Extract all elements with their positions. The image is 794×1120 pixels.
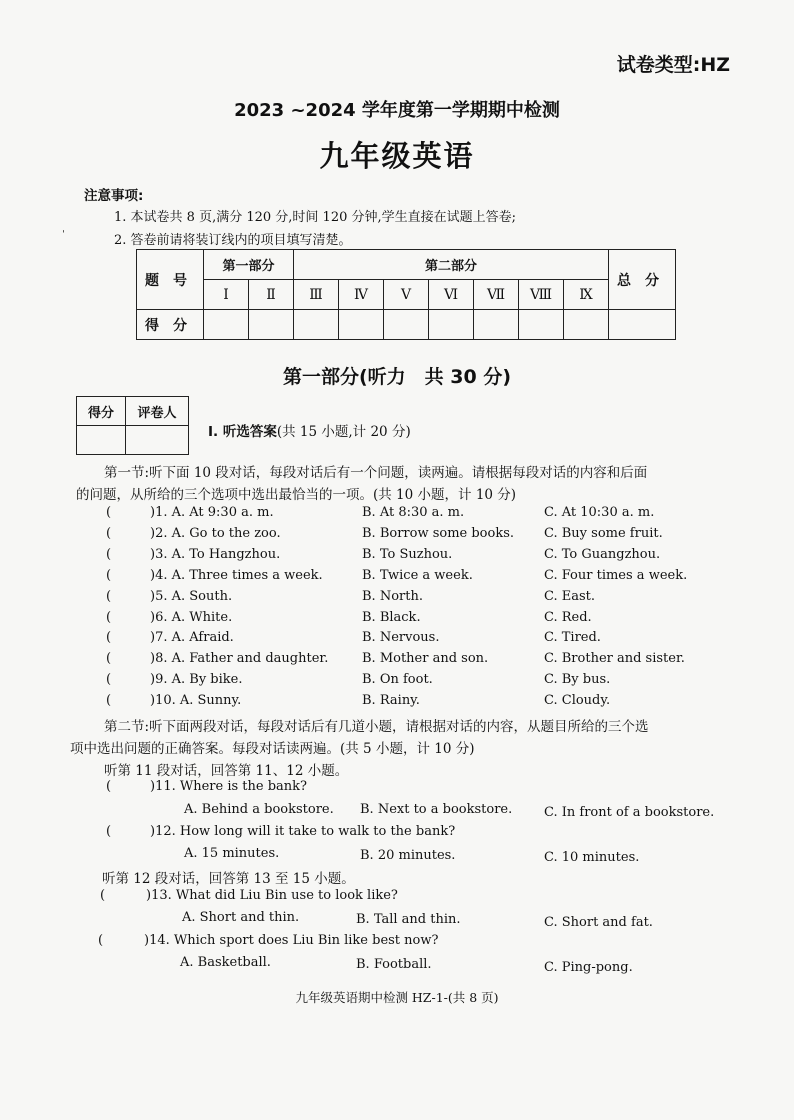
option-b: B. At 8:30 a. m. xyxy=(362,505,465,520)
option-c: C. Four times a week. xyxy=(544,568,688,583)
question-stem: )10. A. Sunny. xyxy=(150,693,242,708)
section2-instruction: 第二节:听下面两段对话，每段对话后有几道小题，请根据对话的内容，从题目所给的三个选 xyxy=(104,719,649,735)
part1-header: 第一部分 xyxy=(204,250,294,280)
option-c: C. To Guangzhou. xyxy=(544,547,661,562)
section-title-main: Ⅰ. 听选答案 xyxy=(208,424,277,440)
option-b: B. To Suzhou. xyxy=(362,547,453,562)
option-c: C. By bus. xyxy=(544,672,611,687)
section1-instruction: 第一节:听下面 10 段对话，每段对话后有一个问题，读两遍。请根据每段对话的内容和后面 xyxy=(104,465,648,481)
section-title-detail: (共 15 小题,计 20 分) xyxy=(276,424,411,440)
question-stem: )3. A. To Hangzhou. xyxy=(150,547,281,562)
option-c: C. Brother and sister. xyxy=(544,651,685,666)
option-a: A. Short and thin. xyxy=(182,910,300,925)
option-c: C. Short and fat. xyxy=(544,915,653,930)
score-cell xyxy=(564,310,609,340)
question-number-label: 题号 xyxy=(137,250,204,310)
option-b: B. Next to a bookstore. xyxy=(360,802,513,817)
option-b: B. Football. xyxy=(356,957,432,972)
total-score-cell xyxy=(609,310,676,340)
option-b: B. Twice a week. xyxy=(362,568,473,583)
total-label: 总分 xyxy=(609,250,676,310)
option-c: C. Buy some fruit. xyxy=(544,526,663,541)
answer-blank[interactable]: ( xyxy=(106,693,140,708)
score-cell xyxy=(474,310,519,340)
option-b: B. Black. xyxy=(362,610,421,625)
grader-score-label: 得分 xyxy=(77,397,126,426)
grader-name-cell xyxy=(126,426,189,455)
answer-blank[interactable]: ( xyxy=(106,547,140,562)
score-cell xyxy=(339,310,384,340)
option-b: B. Rainy. xyxy=(362,693,420,708)
answer-blank[interactable]: ( xyxy=(98,933,132,948)
section-title xyxy=(208,420,411,440)
question-stem: )8. A. Father and daughter. xyxy=(150,651,329,666)
question-stem: )1. A. At 9:30 a. m. xyxy=(150,505,274,520)
question-stem: )2. A. Go to the zoo. xyxy=(150,526,281,541)
option-b: B. Tall and thin. xyxy=(356,912,461,927)
answer-blank[interactable]: ( xyxy=(106,568,140,583)
column-number: Ⅱ xyxy=(249,280,294,310)
notes-heading: 注意事项: xyxy=(84,188,144,204)
section1-instruction: 的问题，从所给的三个选项中选出最恰当的一项。(共 10 小题，计 10 分) xyxy=(76,487,517,503)
exam-subject: 九年级英语 xyxy=(319,139,475,173)
option-a: A. 15 minutes. xyxy=(184,846,280,861)
score-cell xyxy=(249,310,294,340)
exam-title: 2023 ~2024 学年度第一学期期中检测 xyxy=(234,100,560,121)
question-stem: )9. A. By bike. xyxy=(150,672,243,687)
question-stem: )14. Which sport does Liu Bin like best now? xyxy=(144,933,439,948)
question-stem: )6. A. White. xyxy=(150,610,233,625)
option-c: C. 10 minutes. xyxy=(544,850,640,865)
score-cell xyxy=(384,310,429,340)
grader-name-label: 评卷人 xyxy=(126,397,189,426)
option-c: C. In front of a bookstore. xyxy=(544,805,715,820)
score-cell xyxy=(204,310,249,340)
answer-blank[interactable]: ( xyxy=(106,779,140,794)
answer-blank[interactable]: ( xyxy=(106,651,140,666)
question-stem: )4. A. Three times a week. xyxy=(150,568,323,583)
note-item: 2. 答卷前请将装订线内的项目填写清楚。 xyxy=(114,233,352,248)
part1-title: 第一部分(听力 共 30 分) xyxy=(282,366,512,388)
grader-score-cell xyxy=(77,426,126,455)
dialogue-intro: 听第 12 段对话，回答第 13 至 15 小题。 xyxy=(102,871,355,887)
option-c: C. At 10:30 a. m. xyxy=(544,505,655,520)
option-b: B. Mother and son. xyxy=(362,651,489,666)
paper-type-label: 试卷类型:HZ xyxy=(616,54,730,76)
option-b: B. North. xyxy=(362,589,423,604)
question-stem: )11. Where is the bank? xyxy=(150,779,308,794)
option-c: C. Cloudy. xyxy=(544,693,611,708)
column-number: Ⅵ xyxy=(429,280,474,310)
column-number: Ⅴ xyxy=(384,280,429,310)
answer-blank[interactable]: ( xyxy=(106,589,140,604)
section2-instruction: 项中选出问题的正确答案。每段对话读两遍。(共 5 小题，计 10 分) xyxy=(70,741,475,757)
option-a: A. Basketball. xyxy=(180,955,271,970)
answer-blank[interactable]: ( xyxy=(106,630,140,645)
column-number: Ⅶ xyxy=(474,280,519,310)
note-item: 1. 本试卷共 8 页,满分 120 分,时间 120 分钟,学生直接在试题上答卷; xyxy=(114,210,517,225)
answer-blank[interactable]: ( xyxy=(106,824,140,839)
answer-blank[interactable]: ( xyxy=(106,526,140,541)
option-b: B. 20 minutes. xyxy=(360,848,456,863)
column-number: Ⅸ xyxy=(564,280,609,310)
score-cell xyxy=(294,310,339,340)
answer-blank[interactable]: ( xyxy=(106,610,140,625)
question-stem: )13. What did Liu Bin use to look like? xyxy=(146,888,398,903)
page-footer: 九年级英语期中检测 HZ-1-(共 8 页) xyxy=(295,990,499,1005)
dialogue-intro: 听第 11 段对话，回答第 11、12 小题。 xyxy=(104,763,349,779)
column-number: Ⅳ xyxy=(339,280,384,310)
option-c: C. Red. xyxy=(544,610,592,625)
grader-box xyxy=(76,396,189,455)
option-c: C. Ping-pong. xyxy=(544,960,633,975)
score-cell xyxy=(429,310,474,340)
score-table xyxy=(136,249,676,340)
column-number: Ⅲ xyxy=(294,280,339,310)
question-stem: )7. A. Afraid. xyxy=(150,630,234,645)
option-c: C. Tired. xyxy=(544,630,601,645)
question-stem: )5. A. South. xyxy=(150,589,233,604)
column-number: Ⅷ xyxy=(519,280,564,310)
answer-blank[interactable]: ( xyxy=(106,505,140,520)
option-c: C. East. xyxy=(544,589,596,604)
part2-header: 第二部分 xyxy=(294,250,609,280)
option-a: A. Behind a bookstore. xyxy=(184,802,334,817)
answer-blank[interactable]: ( xyxy=(100,888,134,903)
option-b: B. Borrow some books. xyxy=(362,526,515,541)
column-number: Ⅰ xyxy=(204,280,249,310)
answer-blank[interactable]: ( xyxy=(106,672,140,687)
question-stem: )12. How long will it take to walk to the bank? xyxy=(150,824,456,839)
margin-mark: ˈ xyxy=(62,230,65,241)
score-row-label: 得分 xyxy=(137,310,204,340)
option-b: B. Nervous. xyxy=(362,630,440,645)
score-cell xyxy=(519,310,564,340)
option-b: B. On foot. xyxy=(362,672,433,687)
